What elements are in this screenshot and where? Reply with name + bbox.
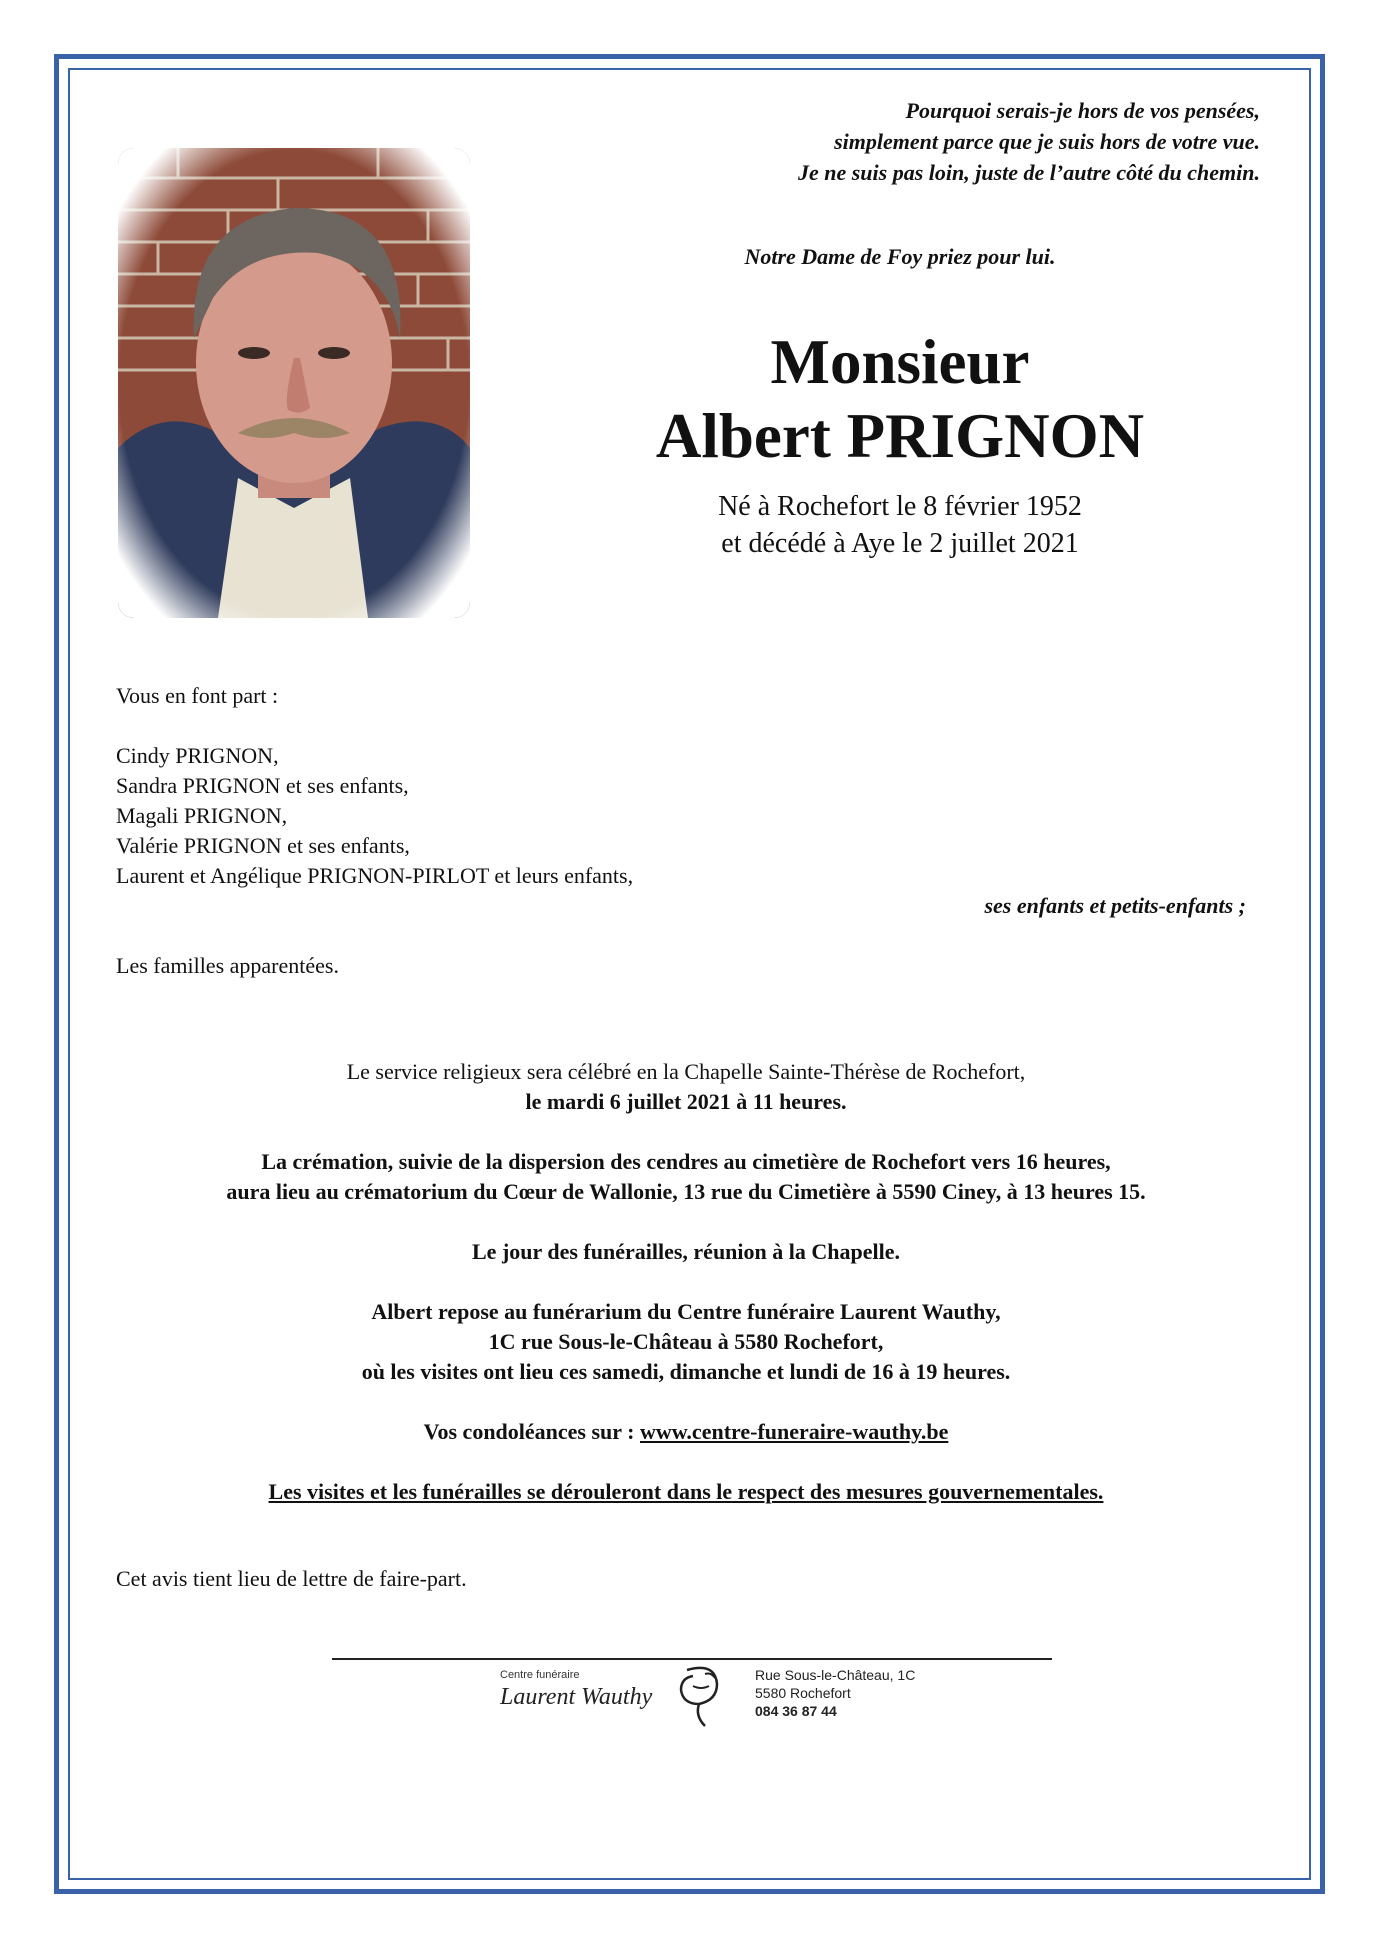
service-line: Le service religieux sera célébré en la Chapelle Sainte-Thérèse de Rochefort, [346,1059,1026,1084]
portrait-photo [118,148,470,618]
deceased-heading [575,325,1225,473]
gathering-line: Le jour des funérailles, réunion à la Chapelle. [472,1239,900,1264]
poem-line: Pourquoi serais-je hors de vos pensées, [905,98,1260,123]
family-member: Cindy PRIGNON, [116,743,279,768]
poem-line: Je ne suis pas loin, juste de l’autre côté du chemin. [797,160,1260,185]
family-member: Valérie PRIGNON et ses enfants, [116,833,410,858]
family-member: Magali PRIGNON, [116,803,288,828]
address-city: 5580 Rochefort [755,1685,851,1701]
calla-lily-icon [665,1660,735,1735]
service-details [116,1057,1256,1507]
family-member: Laurent et Angélique PRIGNON-PIRLOT et leurs enfants, [116,863,634,888]
closing-note: Cet avis tient lieu de lettre de faire-part. [116,1566,467,1591]
service-date: le mardi 6 juillet 2021 à 11 heures. [525,1089,847,1114]
death-line: et décédé à Aye le 2 juillet 2021 [721,528,1079,559]
related-families: Les familles apparentées. [116,953,339,978]
funeral-home-address [755,1666,915,1720]
condolences-line [116,1417,1256,1447]
address-street: Rue Sous-le-Château, 1C [755,1667,916,1683]
deceased-name: Albert PRIGNON [655,401,1145,471]
announcement-intro: Vous en font part : [116,683,279,708]
measures-notice: Les visites et les funérailles se dérouleront dans le respect des mesures gouvernementales. [268,1479,1104,1504]
logo-small-text: Centre funéraire [500,1669,580,1681]
children-note: ses enfants et petits-enfants ; [984,893,1246,918]
condolences-link[interactable]: www.centre-funeraire-wauthy.be [639,1419,949,1444]
poem [560,95,1260,188]
repose-line: Albert repose au funérarium du Centre funéraire Laurent Wauthy, [371,1299,1001,1324]
repose-line: 1C rue Sous-le-Château à 5580 Rochefort, [488,1329,884,1354]
deceased-title: Monsieur [770,327,1030,397]
logo-script-text: Laurent Wauthy [500,1684,653,1710]
deceased-dates [575,488,1225,562]
poem-line: simplement parce que je suis hors de votre vue. [834,129,1260,154]
repose-line: où les visites ont lieu ces samedi, dimanche et lundi de 16 à 19 heures. [361,1359,1011,1384]
condolences-label: Vos condoléances sur : [423,1419,640,1444]
birth-line: Né à Rochefort le 8 février 1952 [718,491,1082,522]
cremation-line: La crémation, suivie de la dispersion des cendres au cimetière de Rochefort vers 16 heures, [261,1149,1111,1174]
funeral-home-logo [495,1663,680,1725]
cremation-line: aura lieu au crématorium du Cœur de Wallonie, 13 rue du Cimetière à 5590 Ciney, à 13 heures 15. [226,1179,1146,1204]
prayer: Notre Dame de Foy priez pour lui. [744,244,1056,269]
address-phone: 084 36 87 44 [755,1703,837,1719]
family-member: Sandra PRIGNON et ses enfants, [116,773,409,798]
family-announcement [116,681,1256,981]
